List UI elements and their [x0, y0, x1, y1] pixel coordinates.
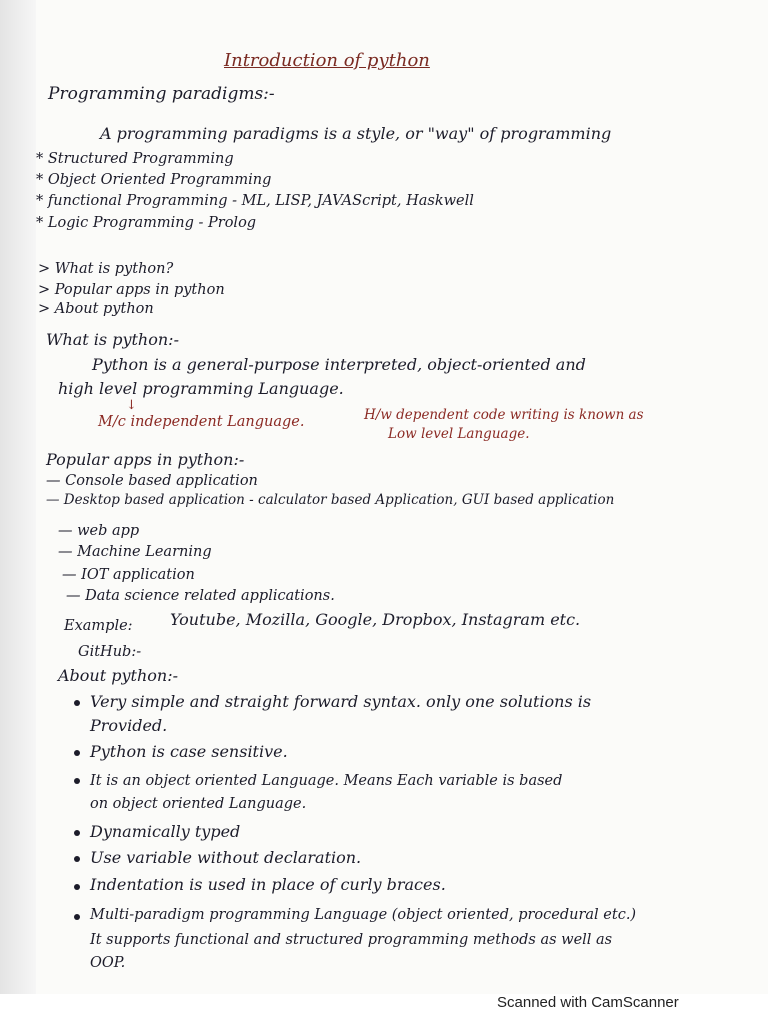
bullet-icon	[74, 856, 80, 862]
about-bullet-5: Use variable without declaration.	[90, 848, 362, 867]
toc-item: > What is python?	[38, 261, 174, 277]
about-heading: About python:-	[58, 666, 178, 685]
popular-item: — Console based application	[46, 473, 258, 489]
note-dependent-1: H/w dependent code writing is known as	[364, 407, 644, 423]
paradigm-item: * Structured Programming	[36, 151, 234, 167]
about-bullet-1-line-2: Provided.	[90, 716, 168, 735]
bullet-icon	[74, 914, 80, 920]
bullet-icon	[74, 778, 80, 784]
example-label: Example:	[64, 618, 133, 634]
github-label: GitHub:-	[78, 644, 142, 660]
about-bullet-2: Python is case sensitive.	[90, 742, 288, 761]
popular-heading: Popular apps in python:-	[46, 450, 245, 469]
scanner-watermark: Scanned with CamScanner	[497, 994, 679, 1011]
example-text: Youtube, Mozilla, Google, Dropbox, Instagram etc.	[170, 610, 581, 629]
paradigm-item: * Logic Programming - Prolog	[36, 215, 257, 231]
popular-item: — Data science related applications.	[66, 588, 335, 604]
paradigm-item: * Object Oriented Programming	[36, 172, 272, 188]
bullet-icon	[74, 750, 80, 756]
paradigm-item: * functional Programming - ML, LISP, JAVAScript, Haskwell	[36, 193, 474, 209]
what-is-line-1: Python is a general-purpose interpreted, object-oriented and	[92, 355, 586, 374]
what-is-line-2: high level programming Language.	[58, 379, 344, 398]
page-title: Introduction of python	[224, 50, 430, 71]
about-bullet-3-line-2: on object oriented Language.	[90, 796, 307, 812]
bullet-icon	[74, 700, 80, 706]
about-bullet-7-line-2: It supports functional and structured programming methods as well as	[90, 932, 613, 948]
note-independent: M/c independent Language.	[98, 414, 305, 430]
bullet-icon	[74, 884, 80, 890]
popular-item: — Desktop based application - calculator based Application, GUI based application	[46, 492, 615, 508]
about-bullet-6: Indentation is used in place of curly braces.	[90, 875, 446, 894]
down-arrow-icon: ↓	[126, 398, 137, 413]
about-bullet-1-line-1: Very simple and straight forward syntax. only one solutions is	[90, 692, 592, 711]
paradigms-heading: Programming paradigms:-	[48, 84, 275, 104]
toc-item: > About python	[38, 301, 154, 317]
about-bullet-3-line-1: It is an object oriented Language. Means Each variable is based	[90, 773, 563, 789]
note-dependent-2: Low level Language.	[388, 426, 530, 442]
bullet-icon	[74, 830, 80, 836]
what-is-heading: What is python:-	[46, 330, 179, 349]
paradigms-definition: A programming paradigms is a style, or "way" of programming	[100, 124, 612, 143]
notebook-page	[36, 0, 768, 1000]
about-bullet-4: Dynamically typed	[90, 822, 241, 841]
about-bullet-7-line-3: OOP.	[90, 955, 126, 971]
scan-edge-shadow	[0, 0, 36, 1000]
popular-item: — Machine Learning	[58, 544, 212, 560]
popular-item: — IOT application	[62, 567, 195, 583]
popular-item: — web app	[58, 523, 140, 539]
about-bullet-7-line-1: Multi-paradigm programming Language (object oriented, procedural etc.)	[90, 907, 637, 923]
toc-item: > Popular apps in python	[38, 282, 225, 298]
